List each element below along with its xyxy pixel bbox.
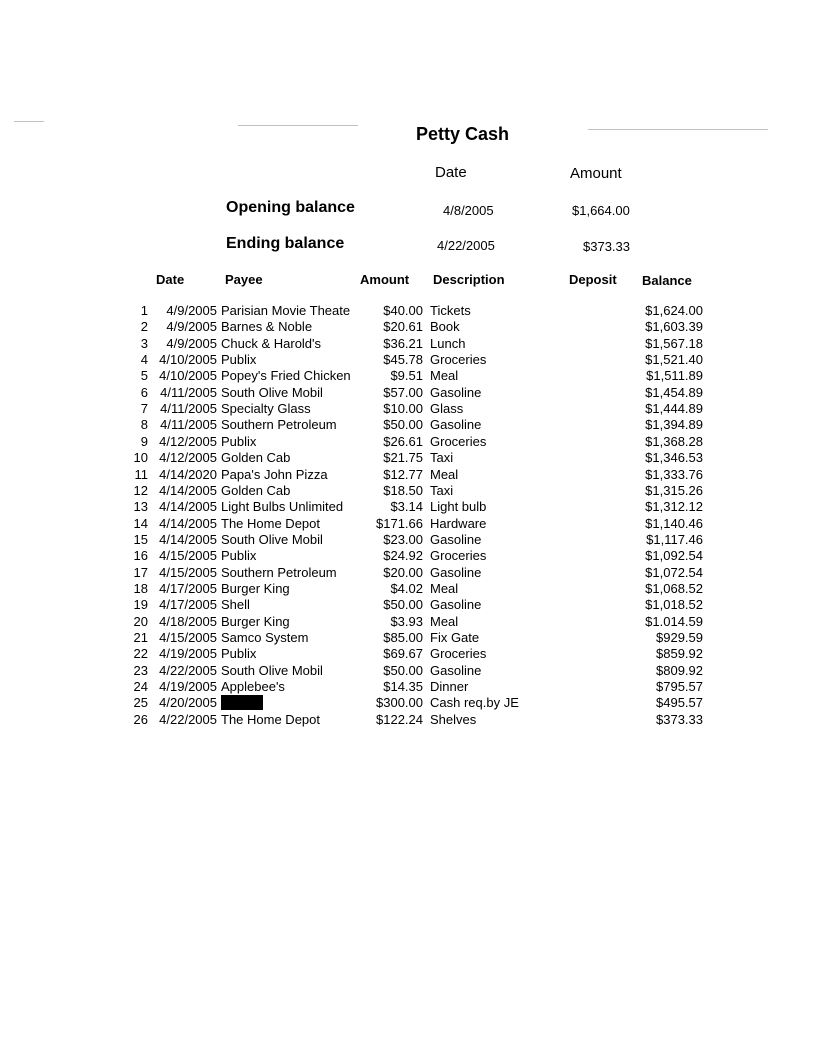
row-description: Light bulb (430, 499, 487, 515)
row-date: 4/11/2005 (160, 417, 217, 433)
row-number: 6 (140, 384, 148, 400)
row-amount: $36.21 (383, 335, 423, 351)
row-payee: South Olive Mobil (221, 384, 323, 400)
row-payee: Shell (221, 597, 250, 613)
opening-balance-date: 4/8/2005 (443, 203, 494, 218)
summary-date-header: Date (435, 164, 467, 181)
row-description: Gasoline (430, 597, 482, 613)
row-description: Fix Gate (430, 630, 480, 645)
row-description: Gasoline (430, 531, 482, 547)
row-date: 4/20/2005 (159, 695, 217, 711)
page-title: Petty Cash (416, 124, 510, 144)
row-balance: $1,567.18 (645, 335, 703, 351)
column-header-balance: Balance (642, 273, 692, 288)
row-number: 5 (140, 368, 148, 384)
row-balance: $495.57 (656, 695, 703, 711)
row-description: Gasoline (430, 417, 482, 433)
row-date: 4/19/2005 (159, 679, 217, 695)
row-number: 1 (140, 303, 148, 318)
row-amount: $45.78 (383, 352, 423, 368)
row-balance: $1,072.54 (645, 564, 703, 580)
column-header-deposit: Deposit (569, 272, 617, 287)
column-header-date: Date (156, 272, 185, 287)
row-payee: Golden Cab (221, 482, 291, 498)
row-amount: $50.00 (383, 597, 423, 613)
row-date: 4/17/2005 (159, 580, 217, 596)
row-payee: South Olive Mobil (221, 662, 323, 678)
row-balance: $1,346.53 (645, 450, 703, 466)
row-amount: $20.00 (383, 564, 423, 580)
row-balance: $1,018.52 (645, 597, 703, 613)
table-row (0, 614, 816, 630)
row-payee: Southern Petroleum (221, 564, 337, 580)
row-balance: $373.33 (656, 711, 703, 727)
opening-balance-amount: $1,664.00 (572, 203, 630, 218)
scan-artifact (588, 129, 768, 130)
table-row (0, 630, 816, 646)
row-date: 4/17/2005 (159, 597, 217, 613)
row-number: 26 (133, 711, 148, 727)
row-amount: $57.00 (383, 384, 423, 400)
table-row (0, 565, 816, 581)
row-payee: Papa's John Pizza (221, 466, 328, 482)
table-row (0, 450, 816, 466)
row-balance: $1,521.40 (645, 352, 703, 368)
table-row (0, 417, 816, 433)
table-row (0, 646, 816, 662)
row-date: 4/14/2005 (159, 515, 217, 531)
row-date: 4/11/2005 (160, 401, 217, 417)
row-description: Groceries (430, 352, 487, 368)
table-row (0, 679, 816, 695)
table-row (0, 319, 816, 335)
row-number: 19 (133, 597, 148, 613)
row-balance: $1,444.89 (645, 401, 703, 417)
table-row (0, 303, 816, 319)
row-amount: $50.00 (383, 417, 423, 433)
row-balance: $1,511.89 (646, 368, 703, 384)
row-amount: $12.77 (383, 466, 423, 482)
row-amount: $24.92 (383, 548, 423, 564)
row-date: 4/12/2005 (159, 450, 217, 466)
row-number: 11 (134, 466, 148, 482)
row-payee: Barnes & Noble (221, 319, 313, 335)
row-number: 22 (133, 646, 148, 662)
opening-balance-label: Opening balance (226, 199, 355, 216)
column-header-amount: Amount (360, 272, 410, 287)
row-payee (221, 695, 263, 711)
row-number: 18 (133, 580, 148, 596)
row-payee: Publix (221, 548, 257, 564)
row-payee: The Home Depot (221, 515, 320, 531)
row-amount: $10.00 (383, 401, 423, 417)
row-date: 4/11/2005 (160, 384, 217, 400)
row-date: 4/9/2005 (166, 319, 217, 335)
row-date: 4/14/2005 (159, 499, 217, 515)
row-description: Taxi (430, 450, 454, 466)
row-balance: $1,117.46 (646, 531, 703, 547)
row-number: 24 (133, 679, 148, 695)
row-payee: Chuck & Harold's (221, 335, 322, 351)
row-description: Cash req.by JE (430, 695, 519, 711)
row-description: Meal (430, 580, 459, 596)
row-description: Meal (430, 466, 459, 482)
column-header-description: Description (433, 272, 505, 287)
row-payee: Golden Cab (221, 450, 291, 466)
row-payee: Publix (221, 433, 257, 449)
row-number: 13 (133, 499, 148, 515)
row-number: 25 (133, 695, 148, 711)
row-description: Groceries (430, 548, 487, 564)
row-payee: The Home Depot (221, 711, 320, 727)
row-balance: $1,333.76 (645, 466, 703, 482)
row-date: 4/10/2005 (159, 352, 217, 368)
row-description: Book (430, 319, 460, 335)
row-number: 17 (133, 564, 148, 580)
row-date: 4/14/2020 (159, 466, 217, 482)
row-number: 23 (133, 662, 148, 678)
row-balance: $1,312.12 (645, 499, 703, 515)
row-amount: $85.00 (383, 630, 423, 645)
row-balance: $929.59 (656, 630, 703, 645)
row-amount: $21.75 (383, 450, 423, 466)
row-amount: $14.35 (383, 679, 423, 695)
row-payee: Publix (221, 352, 257, 368)
row-number: 2 (140, 319, 148, 335)
row-date: 4/12/2005 (159, 433, 217, 449)
row-number: 4 (140, 352, 148, 368)
row-balance: $1,068.52 (645, 580, 703, 596)
row-payee: Samco System (221, 630, 309, 645)
row-number: 3 (140, 335, 148, 351)
row-number: 7 (140, 401, 148, 417)
table-row (0, 548, 816, 564)
row-date: 4/19/2005 (159, 646, 217, 662)
table-row (0, 483, 816, 499)
row-amount: $9.51 (390, 368, 423, 384)
row-number: 15 (133, 531, 148, 547)
row-description: Groceries (430, 646, 487, 662)
row-date: 4/9/2005 (166, 303, 217, 318)
table-row (0, 712, 816, 728)
table-row (0, 336, 816, 352)
row-payee: Publix (221, 646, 257, 662)
table-row (0, 695, 816, 711)
summary-amount-header: Amount (570, 165, 622, 182)
row-number: 21 (133, 630, 148, 645)
row-date: 4/15/2005 (159, 630, 217, 645)
row-payee: Light Bulbs Unlimited (221, 499, 344, 515)
row-payee: Burger King (221, 613, 290, 629)
row-date: 4/22/2005 (159, 662, 217, 678)
row-amount: $69.67 (383, 646, 423, 662)
row-date: 4/10/2005 (159, 368, 217, 384)
table-row (0, 467, 816, 483)
row-description: Shelves (430, 711, 477, 727)
table-row (0, 434, 816, 450)
row-description: Meal (430, 368, 459, 384)
redaction-block (221, 695, 263, 710)
row-amount: $23.00 (383, 531, 423, 547)
row-date: 4/14/2005 (159, 482, 217, 498)
row-number: 10 (133, 450, 148, 466)
row-date: 4/18/2005 (159, 613, 217, 629)
row-number: 12 (133, 482, 148, 498)
row-description: Gasoline (430, 384, 482, 400)
row-description: Groceries (430, 433, 487, 449)
row-description: Tickets (430, 303, 471, 318)
row-number: 14 (133, 515, 148, 531)
row-payee: Popey's Fried Chicken (221, 368, 351, 384)
ending-balance-label: Ending balance (226, 235, 345, 252)
table-row (0, 516, 816, 532)
row-amount: $122.24 (376, 711, 423, 727)
row-payee: Specialty Glass (221, 401, 311, 417)
row-balance: $1,603.39 (645, 319, 703, 335)
row-date: 4/15/2005 (159, 548, 217, 564)
column-header-payee: Payee (225, 272, 263, 287)
table-row (0, 352, 816, 368)
row-balance: $1,092.54 (645, 548, 703, 564)
row-balance: $1,624.00 (645, 303, 703, 318)
row-balance: $859.92 (656, 646, 703, 662)
row-balance: $1,140.46 (645, 515, 703, 531)
row-date: 4/15/2005 (159, 564, 217, 580)
row-date: 4/14/2005 (159, 531, 217, 547)
row-balance: $1,368.28 (645, 433, 703, 449)
row-balance: $1,315.26 (645, 482, 703, 498)
table-row (0, 581, 816, 597)
row-amount: $4.02 (390, 580, 423, 596)
row-payee: Burger King (221, 580, 290, 596)
table-row (0, 597, 816, 613)
row-description: Gasoline (430, 662, 482, 678)
row-balance: $1.014.59 (645, 613, 703, 629)
table-row (0, 663, 816, 679)
row-amount: $3.93 (390, 613, 423, 629)
row-balance: $1,454.89 (645, 384, 703, 400)
row-date: 4/22/2005 (159, 711, 217, 727)
table-row (0, 499, 816, 515)
ending-balance-date: 4/22/2005 (437, 238, 495, 253)
row-description: Glass (430, 401, 464, 417)
row-balance: $1,394.89 (645, 417, 703, 433)
row-number: 16 (133, 548, 148, 564)
row-number: 20 (133, 613, 148, 629)
row-payee: Southern Petroleum (221, 417, 337, 433)
row-amount: $20.61 (383, 319, 423, 335)
row-amount: $26.61 (383, 433, 423, 449)
row-description: Meal (430, 613, 459, 629)
row-payee: Applebee's (221, 679, 285, 695)
row-description: Taxi (430, 482, 454, 498)
row-amount: $40.00 (383, 303, 423, 318)
scan-artifact (238, 125, 358, 126)
row-description: Gasoline (430, 564, 482, 580)
row-amount: $171.66 (376, 515, 423, 531)
row-amount: $50.00 (383, 662, 423, 678)
row-balance: $795.57 (656, 679, 703, 695)
row-description: Hardware (430, 515, 487, 531)
row-number: 9 (140, 433, 148, 449)
row-date: 4/9/2005 (166, 335, 217, 351)
row-number: 8 (140, 417, 148, 433)
row-description: Dinner (430, 679, 469, 695)
row-payee: Parisian Movie Theate (221, 303, 351, 318)
scan-artifact (14, 121, 44, 122)
row-balance: $809.92 (656, 662, 703, 678)
row-description: Lunch (430, 335, 466, 351)
table-row (0, 368, 816, 384)
ending-balance-amount: $373.33 (583, 239, 630, 254)
row-amount: $18.50 (383, 482, 423, 498)
row-payee: South Olive Mobil (221, 531, 323, 547)
table-row (0, 401, 816, 417)
row-amount: $3.14 (390, 499, 423, 515)
table-row (0, 532, 816, 548)
table-row (0, 385, 816, 401)
row-amount: $300.00 (376, 695, 423, 711)
